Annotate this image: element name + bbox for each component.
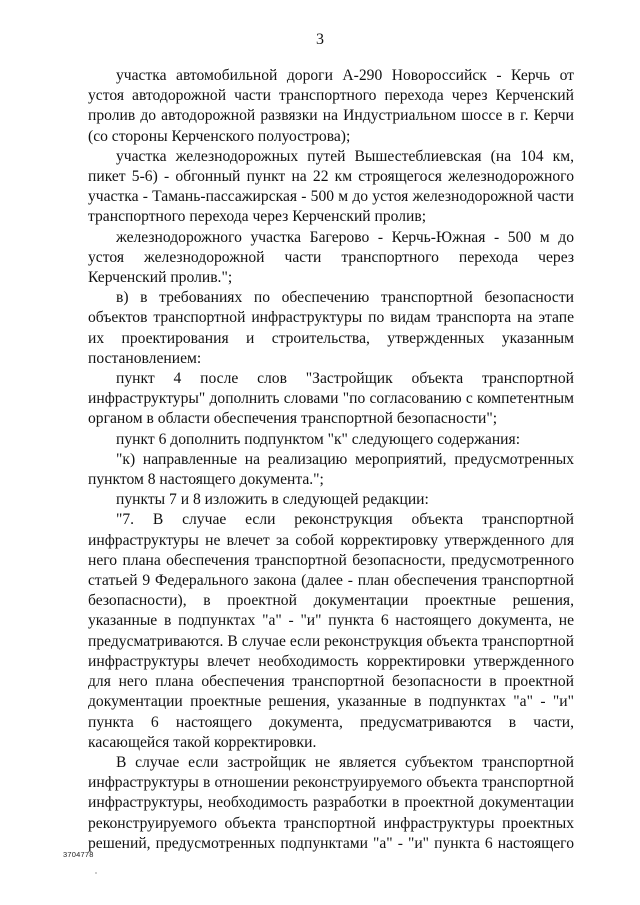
paragraph: "7. В случае если реконструкция объекта транспортной инфраструктуры не влечет за собой корректировку утвержденного для него плана обеспечения транспортной безопасности, предусмотренного статьей 9 Федерального закона (далее - план обеспечения транспортной безопасности), в проектной документации проектные решения, указанные в подпунктах "а" - "и" пункта 6 настоящего документа, не предусматриваются. В случае если реконструкция объекта транспортной инфраструктуры влечет необходимость корректировки утвержденного для него плана обеспечения транспортной безопасности в проектной документации проектные решения, указанные в подпунктах "а" - "и" пункта 6 настоящего документа, предусматриваются в части, касающейся такой корректировки. xyxy=(88,511,574,751)
paragraph: В случае если застройщик не является субъектом транспортной инфраструктуры в отношении реконструируемого объекта транспортной инфраструктуры, необходимость разработки в проектной документации реконструируемого объекта транспортной инфраструктуры проектных решений, предусмотренных подпунктами "а" - "и" пункта 6 настоящего xyxy=(88,753,574,852)
page-number: 3 xyxy=(316,31,324,48)
paragraph: в) в требованиях по обеспечению транспортной безопасности объектов транспортной инфраструктуры по видам транспорта на этапе их проектирования и строительства, утвержденных указанным постановлением: xyxy=(88,289,574,367)
paragraph: пункт 6 дополнить подпунктом "к" следующего содержания: xyxy=(116,430,521,448)
paragraph: участка железнодорожных путей Вышестеблиевская (на 104 км, пикет 5-6) - обгонный пункт на 22 км строящегося железнодорожного участка - Тамань-пассажирская - 500 м до устоя железнодорожной части транспортного перехода через Керченский пролив; xyxy=(88,147,574,226)
paragraph: "к) направленные на реализацию мероприятий, предусмотренных пунктом 8 настоящего документа."; xyxy=(88,450,574,489)
scan-speck xyxy=(95,872,97,874)
document-id: 3704778 xyxy=(63,850,94,859)
paragraph: участка автомобильной дороги А-290 Новороссийск - Керчь от устоя автодорожной части транспортного перехода через Керченский пролив до автодорожной развязки на Индустриальном шоссе в г. Керчи (со стороны Керченского полуострова); xyxy=(88,67,574,145)
document-body xyxy=(88,66,574,854)
paragraph: пункты 7 и 8 изложить в следующей редакции: xyxy=(116,491,429,509)
paragraph: железнодорожного участка Багерово - Керчь-Южная - 500 м до устоя железнодорожной части транспортного перехода через Керченский пролив."; xyxy=(88,228,574,287)
paragraph: пункт 4 после слов "Застройщик объекта транспортной инфраструктуры" дополнить словами "по согласованию с компетентным органом в области обеспечения транспортной безопасности"; xyxy=(88,370,574,428)
